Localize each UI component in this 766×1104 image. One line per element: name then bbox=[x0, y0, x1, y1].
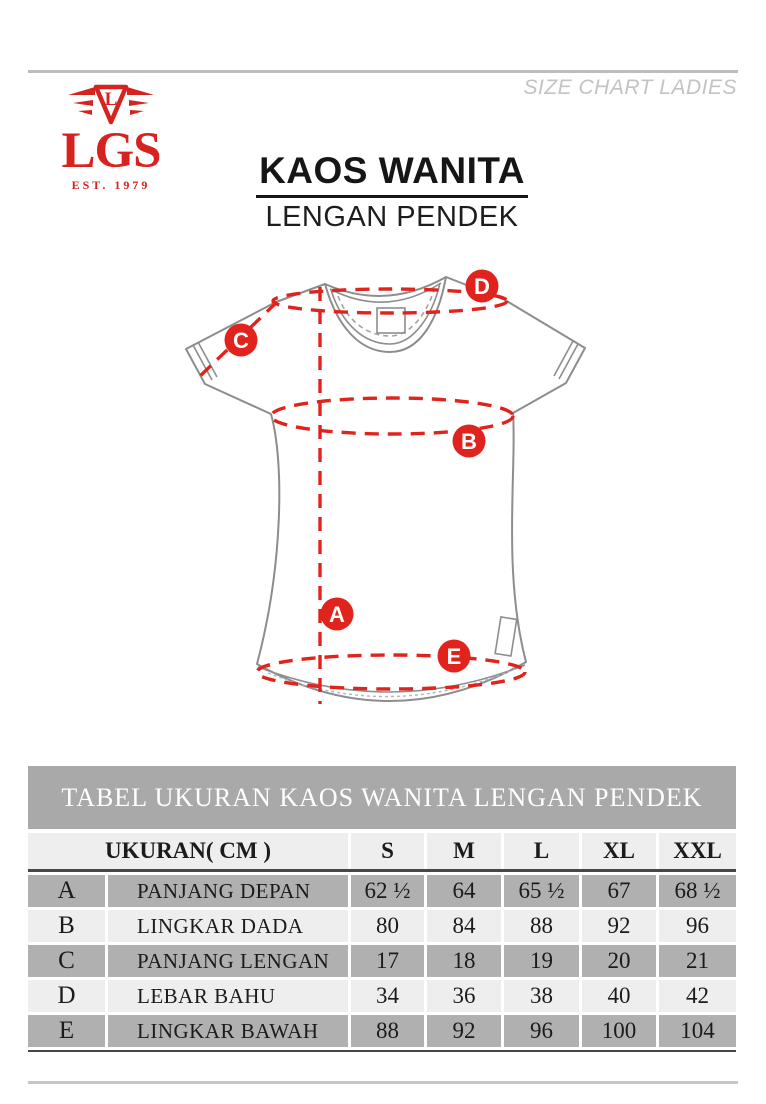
table-divider-bottom bbox=[28, 1050, 736, 1052]
table-row-e bbox=[28, 1015, 736, 1047]
row-value: 84 bbox=[427, 910, 501, 942]
size-header-s: S bbox=[351, 833, 424, 869]
row-value: 67 bbox=[582, 875, 656, 907]
wing-left-2 bbox=[73, 100, 93, 106]
size-table bbox=[28, 766, 736, 1052]
marker-d-label: D bbox=[474, 274, 490, 299]
marker-e bbox=[438, 640, 471, 673]
row-value: 88 bbox=[504, 910, 579, 942]
marker-c bbox=[225, 324, 258, 357]
row-value: 21 bbox=[659, 945, 736, 977]
row-label: LEBAR BAHU bbox=[108, 980, 348, 1012]
wing-left-1 bbox=[68, 87, 95, 95]
row-value: 40 bbox=[582, 980, 656, 1012]
table-title-band bbox=[28, 766, 736, 829]
marker-a bbox=[321, 598, 354, 631]
badge-letter: L bbox=[104, 89, 118, 110]
row-key: A bbox=[28, 875, 105, 907]
row-value: 96 bbox=[504, 1015, 579, 1047]
row-label: PANJANG LENGAN bbox=[108, 945, 348, 977]
marker-b-label: B bbox=[461, 429, 477, 454]
row-label: LINGKAR DADA bbox=[108, 910, 348, 942]
table-title: TABEL UKURAN KAOS WANITA LENGAN PENDEK bbox=[61, 782, 703, 812]
row-value: 42 bbox=[659, 980, 736, 1012]
size-header-xxl: XXL bbox=[659, 833, 736, 869]
wing-right-1 bbox=[127, 87, 154, 95]
row-value: 92 bbox=[427, 1015, 501, 1047]
watermark-text: SIZE CHART LADIES bbox=[523, 76, 737, 99]
row-value: 100 bbox=[582, 1015, 656, 1047]
table-row-b bbox=[28, 910, 736, 942]
table-row-d bbox=[28, 980, 736, 1012]
row-value: 36 bbox=[427, 980, 501, 1012]
row-value: 19 bbox=[504, 945, 579, 977]
row-key: B bbox=[28, 910, 105, 942]
row-value: 62 ½ bbox=[351, 875, 424, 907]
row-key: E bbox=[28, 1015, 105, 1047]
wing-right-3 bbox=[130, 110, 144, 115]
row-label: PANJANG DEPAN bbox=[108, 875, 348, 907]
row-value: 64 bbox=[427, 875, 501, 907]
row-value: 38 bbox=[504, 980, 579, 1012]
row-value: 68 ½ bbox=[659, 875, 736, 907]
row-value: 65 ½ bbox=[504, 875, 579, 907]
brand-name: LGS bbox=[61, 123, 161, 179]
marker-c-label: C bbox=[233, 328, 249, 353]
brand-established: EST. 1979 bbox=[71, 177, 151, 192]
row-value: 34 bbox=[351, 980, 424, 1012]
row-value: 17 bbox=[351, 945, 424, 977]
row-value: 92 bbox=[582, 910, 656, 942]
wing-left-3 bbox=[78, 110, 92, 115]
tshirt-measurement-diagram bbox=[168, 250, 604, 762]
row-value: 96 bbox=[659, 910, 736, 942]
row-value: 80 bbox=[351, 910, 424, 942]
size-header-m: M bbox=[427, 833, 501, 869]
row-value: 88 bbox=[351, 1015, 424, 1047]
row-value: 104 bbox=[659, 1015, 736, 1047]
bottom-divider bbox=[28, 1081, 738, 1084]
table-row-c bbox=[28, 945, 736, 977]
page-subtitle: LENGAN PENDEK bbox=[265, 201, 519, 233]
table-header-row bbox=[28, 833, 736, 869]
size-header-xl: XL bbox=[582, 833, 656, 869]
row-key: C bbox=[28, 945, 105, 977]
page-title: KAOS WANITA bbox=[256, 150, 528, 198]
wing-right-2 bbox=[129, 100, 149, 106]
table-divider-top bbox=[28, 869, 736, 872]
marker-d bbox=[466, 270, 499, 303]
row-label: LINGKAR BAWAH bbox=[108, 1015, 348, 1047]
marker-e-label: E bbox=[446, 644, 462, 669]
brand-wings-icon bbox=[66, 84, 156, 126]
top-divider bbox=[28, 70, 738, 73]
row-value: 18 bbox=[427, 945, 501, 977]
marker-a-label: A bbox=[329, 602, 345, 627]
row-key: D bbox=[28, 980, 105, 1012]
size-header-l: L bbox=[504, 833, 579, 869]
table-row-a bbox=[28, 875, 736, 907]
marker-b bbox=[453, 425, 486, 458]
unit-header-cell: UKURAN( CM ) bbox=[28, 833, 348, 869]
row-value: 20 bbox=[582, 945, 656, 977]
